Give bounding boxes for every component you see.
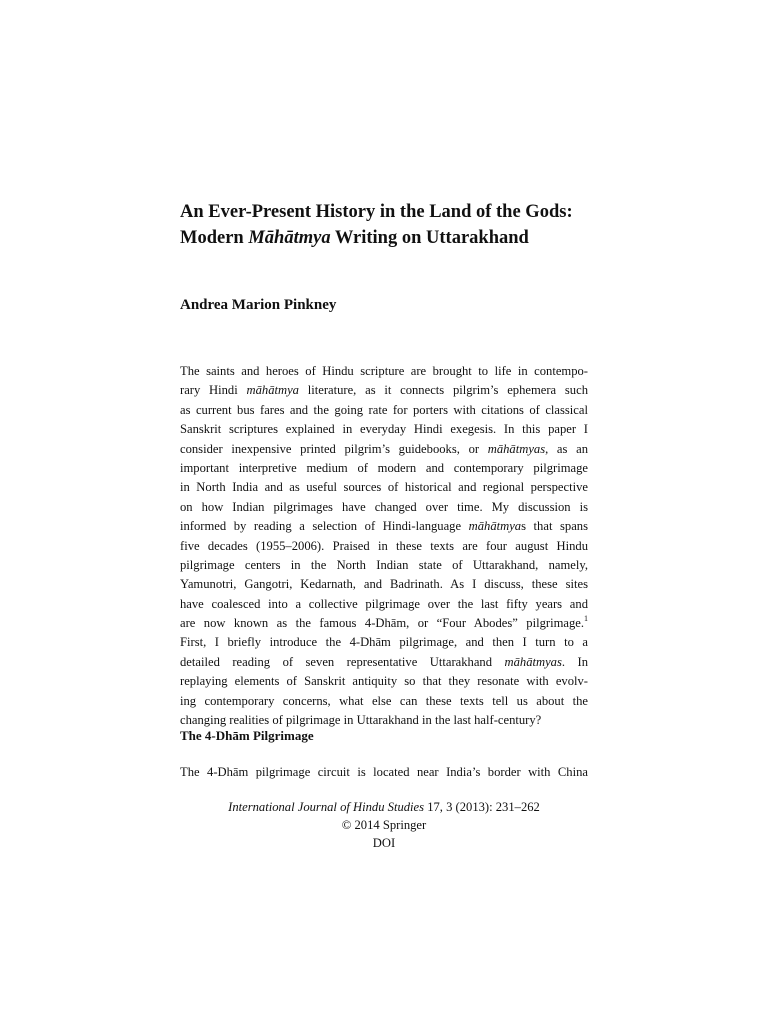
abstract-text: s that spans [521, 519, 588, 534]
abstract-line [180, 420, 588, 439]
abstract-text: are now known as the famous 4-Dhām, or “Four Abodes” pilgrimage. [180, 616, 584, 631]
abstract-text: consider inexpensive printed pilgrim’s guidebooks, or [180, 441, 488, 456]
abstract-line [180, 633, 588, 652]
abstract-text: on how Indian pilgrimages have changed over time. My discussion is [180, 499, 588, 514]
abstract-text: detailed reading of seven representative Uttarakhand [180, 654, 505, 669]
abstract-line [180, 672, 588, 691]
footer-copyright: © 2014 Springer [341, 818, 427, 832]
abstract-text: The saints and heroes of Hindu scripture are brought to life in contempo- [180, 364, 588, 378]
journal-citation: 17, 3 (2013): 231–262 [424, 800, 540, 814]
abstract-text: . In [561, 654, 589, 669]
abstract-line [180, 575, 588, 594]
abstract-line [180, 517, 588, 536]
footer-citation [180, 798, 588, 816]
title-line-2-italic: Māhātmya [248, 228, 331, 248]
abstract-italic-term: māhātmya [246, 383, 299, 398]
body-first-line: The 4-Dhām pilgrimage circuit is located near India’s border with China [180, 765, 588, 779]
abstract-text: Yamunotri, Gangotri, Kedarnath, and Badrinath. As I discuss, these sites [180, 577, 588, 592]
abstract-text: rary Hindi [180, 383, 247, 398]
abstract-text: , as an [545, 441, 588, 456]
title-line-2 [180, 225, 600, 251]
abstract-text: First, I briefly introduce the 4-Dhām pilgrimage, and then I turn to a [180, 635, 588, 650]
abstract-line [180, 537, 588, 556]
abstract-italic-term: māhātmyas [504, 654, 562, 669]
footer-doi: DOI [372, 836, 396, 850]
journal-name: International Journal of Hindu Studies [228, 800, 425, 814]
abstract [180, 362, 588, 730]
abstract-line [180, 459, 588, 478]
abstract-line [180, 556, 588, 575]
abstract-text: pilgrimage centers in the North Indian state of Uttarakhand, namely, [180, 557, 588, 572]
abstract-line [180, 478, 588, 497]
section-heading: The 4-Dhām Pilgrimage [180, 728, 314, 743]
abstract-text: important interpretive medium of modern and contemporary pilgrimage [180, 460, 588, 475]
abstract-line [180, 595, 588, 614]
footnote-marker[interactable]: 1 [584, 614, 588, 624]
abstract-line [180, 614, 588, 633]
abstract-line [180, 498, 588, 517]
abstract-text: replaying elements of Sanskrit antiquity so that they resonate with evolv- [180, 674, 588, 689]
abstract-line [180, 692, 588, 711]
abstract-text: informed by reading a selection of Hindi-language [180, 519, 469, 534]
abstract-line [180, 401, 588, 420]
paper-title [180, 199, 600, 251]
page-footer [180, 798, 588, 852]
abstract-text: as current bus fares and the going rate for porters with citations of classical [180, 402, 588, 417]
abstract-italic-term: māhātmyas [487, 441, 546, 456]
abstract-text: five decades (1955–2006). Praised in these texts are four august Hindu [180, 538, 588, 553]
abstract-text: changing realities of pilgrimage in Uttarakhand in the last half-century? [180, 713, 542, 728]
abstract-line [180, 362, 588, 381]
abstract-text: in North India and as useful sources of historical and regional perspective [180, 480, 588, 495]
abstract-text: have coalesced into a collective pilgrimage over the last fifty years and [180, 596, 588, 611]
abstract-italic-term: māhātmya [468, 519, 522, 534]
abstract-line [180, 653, 588, 672]
author-name: Andrea Marion Pinkney [180, 297, 337, 313]
abstract-text: Sanskrit scriptures explained in everyday Hindi exegesis. In this paper I [180, 422, 588, 437]
abstract-line [180, 440, 588, 459]
abstract-text: literature, as it connects pilgrim’s ephemera such [298, 383, 588, 398]
title-line-2-prefix: Modern [180, 228, 249, 248]
abstract-text: ing contemporary concerns, what else can these texts tell us about the [180, 693, 588, 708]
title-line-1: An Ever-Present History in the Land of the Gods: [180, 202, 573, 222]
title-line-2-suffix: Writing on Uttarakhand [330, 228, 529, 248]
abstract-line [180, 381, 588, 400]
